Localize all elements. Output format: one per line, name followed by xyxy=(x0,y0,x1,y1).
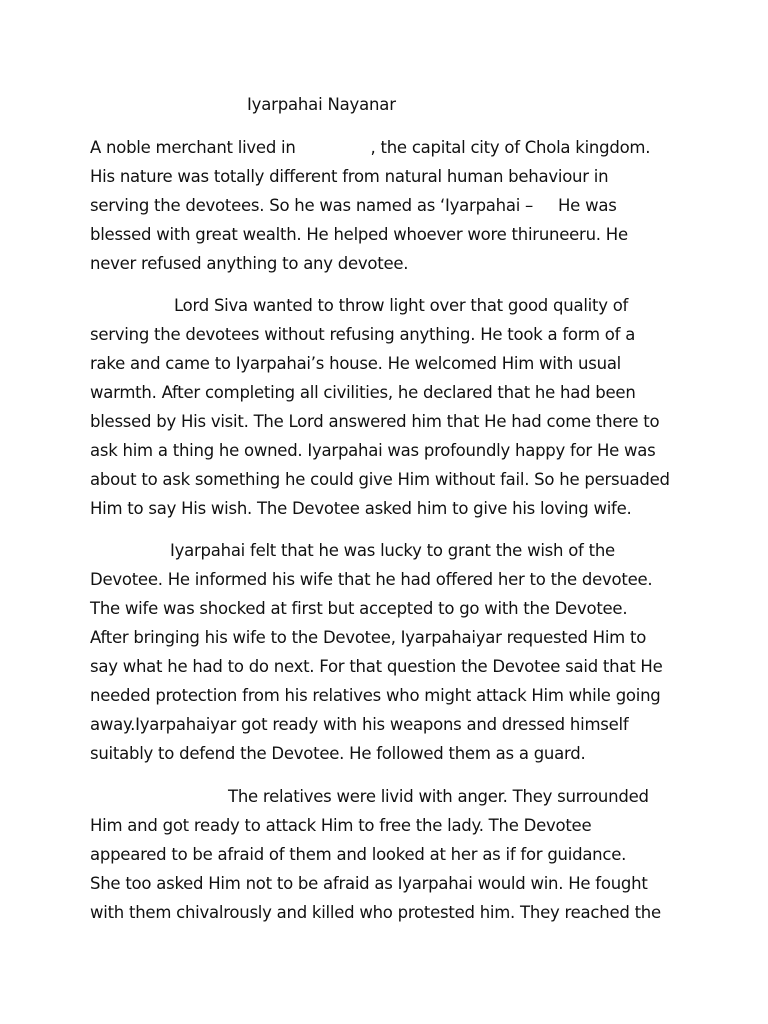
text-line: say what he had to do next. For that question the Devotee said that He xyxy=(90,657,663,676)
text-line: serving the devotees. So he was named as ‘Iyarpahai – He was xyxy=(90,196,617,215)
text-line: never refused anything to any devotee. xyxy=(90,254,409,273)
text-line: Iyarpahai felt that he was lucky to grant the wish of the xyxy=(170,541,615,560)
text-line: Devotee. He informed his wife that he had offered her to the devotee. xyxy=(90,570,653,589)
text-line: serving the devotees without refusing anything. He took a form of a xyxy=(90,325,636,344)
text-line: rake and came to Iyarpahai’s house. He welcomed Him with usual xyxy=(90,354,622,373)
text-line: Him and got ready to attack Him to free the lady. The Devotee xyxy=(90,816,592,835)
text-line: A noble merchant lived in , the capital city of Chola kingdom. xyxy=(90,138,651,157)
text-line: blessed by His visit. The Lord answered him that He had come there to xyxy=(90,412,660,431)
text-line: away.Iyarpahaiyar got ready with his weapons and dressed himself xyxy=(90,715,629,734)
text-line: His nature was totally different from natural human behaviour in xyxy=(90,167,609,186)
text-line: with them chivalrously and killed who protested him. They reached the xyxy=(90,903,661,922)
text-line: Lord Siva wanted to throw light over that good quality of xyxy=(174,296,629,315)
text-line: suitably to defend the Devotee. He followed them as a guard. xyxy=(90,744,586,763)
text-line: warmth. After completing all civilities, he declared that he had been xyxy=(90,383,636,402)
text-line: ask him a thing he owned. Iyarpahai was profoundly happy for He was xyxy=(90,441,656,460)
text-line: appeared to be afraid of them and looked at her as if for guidance. xyxy=(90,845,627,864)
document-title: Iyarpahai Nayanar xyxy=(247,95,396,114)
text-line: blessed with great wealth. He helped whoever wore thiruneeru. He xyxy=(90,225,628,244)
text-line: about to ask something he could give Him without fail. So he persuaded xyxy=(90,470,670,489)
text-line: needed protection from his relatives who might attack Him while going xyxy=(90,686,661,705)
text-line: After bringing his wife to the Devotee, Iyarpahaiyar requested Him to xyxy=(90,628,647,647)
text-line: The wife was shocked at first but accepted to go with the Devotee. xyxy=(90,599,628,618)
text-line: She too asked Him not to be afraid as Iyarpahai would win. He fought xyxy=(90,874,648,893)
text-line: The relatives were livid with anger. They surrounded xyxy=(228,787,649,806)
text-line: Him to say His wish. The Devotee asked him to give his loving wife. xyxy=(90,499,632,518)
